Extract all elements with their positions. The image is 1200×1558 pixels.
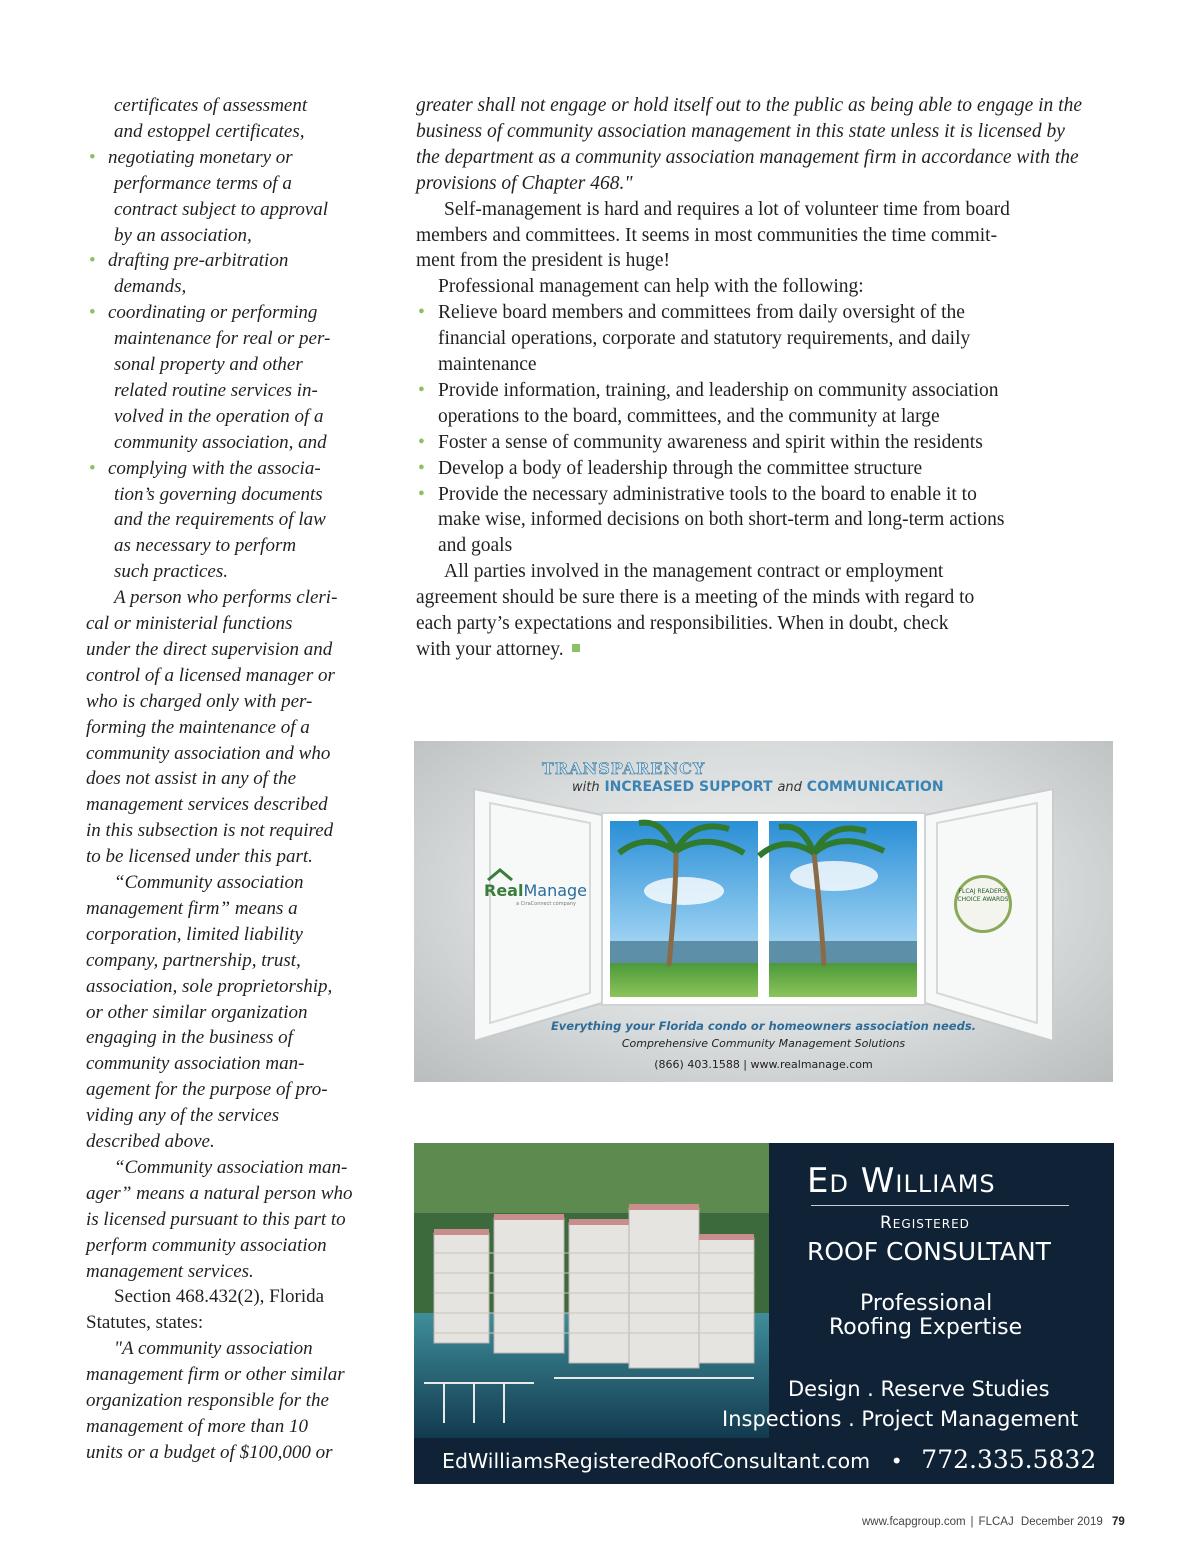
- ad-company-line: Comprehensive Community Management Solutions: [621, 1037, 906, 1050]
- line-text: corporation, limited liability: [86, 923, 303, 945]
- footer-website[interactable]: www.fcapgroup.com: [862, 1516, 966, 1528]
- website-link[interactable]: EdWilliamsRegisteredRoofConsultant.com: [442, 1449, 871, 1473]
- right-text-line: [416, 145, 1079, 171]
- left-text-line: [86, 689, 312, 715]
- end-of-article-icon: [572, 644, 580, 652]
- ad-contact-line[interactable]: (866) 403.1588 | www.realmanage.com: [654, 1058, 873, 1071]
- left-text-line: [86, 1259, 254, 1285]
- line-text: management services.: [86, 1260, 254, 1282]
- left-text-line: [86, 119, 304, 145]
- left-text-line: [86, 274, 186, 300]
- left-text-line: [86, 844, 313, 870]
- realmanage-advertisement[interactable]: [414, 741, 1113, 1082]
- left-text-line: [86, 482, 323, 508]
- left-text-line: [86, 1181, 353, 1207]
- consultant-name: Ed Williams: [807, 1161, 996, 1201]
- line-text: make wise, informed decisions on both short-term and long-term actions: [438, 509, 1005, 531]
- line-text: ment from the president is huge!: [416, 250, 670, 272]
- footer-date: December 2019: [1020, 1516, 1103, 1528]
- left-text-line: [86, 378, 318, 404]
- line-text: each party’s expectations and responsibilities. When in doubt, check: [416, 613, 949, 634]
- line-text: provisions of Chapter 468.": [416, 172, 633, 194]
- left-text-line: [86, 430, 327, 456]
- left-text-line: [86, 663, 335, 689]
- left-text-line: [86, 145, 293, 171]
- left-text-line: [86, 197, 328, 223]
- line-text: agreement should be sure there is a meeting of the minds with regard to: [416, 587, 975, 609]
- line-text: and the requirements of law: [114, 509, 326, 531]
- line-text: drafting pre-arbitration: [108, 250, 289, 272]
- logo-subtitle: a CiraConnect company: [516, 901, 576, 907]
- line-text: forming the maintenance of a: [86, 716, 310, 738]
- bullet-icon: •: [89, 302, 96, 324]
- name-divider: [811, 1205, 1069, 1206]
- line-text: complying with the associa-: [108, 457, 321, 479]
- line-text: as necessary to perform: [114, 535, 297, 557]
- left-text-line: [86, 1284, 324, 1310]
- right-text-line: [416, 352, 537, 378]
- line-text: company, partnership, trust,: [86, 949, 301, 971]
- right-text-line: [416, 274, 864, 300]
- line-text: association, sole proprietorship,: [86, 975, 333, 997]
- right-text-line: [416, 482, 977, 508]
- left-text-line: [86, 404, 323, 430]
- roof-consultant-label: ROOF CONSULTANT: [807, 1237, 1051, 1266]
- right-text-line: [416, 326, 970, 352]
- left-text-line: [86, 818, 333, 844]
- line-text: “Community association man-: [114, 1156, 348, 1178]
- readers-choice-award-badge: FLCAJ READERS' CHOICE AWARDS: [954, 875, 1012, 933]
- line-text: Provide the necessary administrative tools to the board to enable it to: [438, 483, 977, 505]
- right-text-line: [416, 119, 1065, 145]
- left-text-line: [86, 741, 330, 767]
- line-text: or other similar organization: [86, 1001, 308, 1023]
- line-text: management firm or other similar: [86, 1364, 345, 1386]
- left-text-line: [86, 1414, 308, 1440]
- left-text-line: [86, 352, 303, 378]
- left-text-line: [86, 1077, 328, 1103]
- right-text-line: [416, 223, 997, 249]
- line-text: related routine services in-: [114, 379, 318, 401]
- footer-separator: |: [970, 1516, 974, 1528]
- line-text: to be licensed under this part.: [86, 846, 313, 868]
- line-text: coordinating or performing: [108, 302, 318, 324]
- ed-williams-advertisement[interactable]: [414, 1143, 1114, 1484]
- line-text: viding any of the services: [86, 1105, 280, 1127]
- right-text-line: [416, 248, 670, 274]
- left-text-line: [86, 715, 310, 741]
- line-text: Professional management can help with the following:: [438, 276, 864, 298]
- left-text-line: [86, 559, 228, 585]
- left-text-line: [86, 300, 317, 326]
- line-text: Provide information, training, and leadership on community association: [438, 379, 999, 401]
- services-line-1: Design . Reserve Studies: [788, 1377, 1050, 1401]
- line-text: A person who performs cleri-: [114, 587, 338, 609]
- line-text: engaging in the business of: [86, 1027, 293, 1049]
- right-text-line: [416, 507, 1004, 533]
- left-text-line: [86, 766, 296, 792]
- left-text-line: [86, 171, 292, 197]
- left-text-line: [86, 1310, 203, 1336]
- roofing-expertise-label: Roofing Expertise: [829, 1315, 1023, 1340]
- line-text: who is charged only with per-: [86, 690, 313, 712]
- left-text-line: [86, 1440, 332, 1466]
- line-text: Self-management is hard and requires a lot of volunteer time from board: [444, 198, 1010, 220]
- right-text-line: [416, 456, 922, 482]
- line-text: community association man-: [86, 1053, 305, 1075]
- left-text-line: [86, 585, 337, 611]
- right-text-line: [416, 197, 1010, 223]
- line-text: Relieve board members and committees from daily oversight of the: [438, 302, 965, 324]
- line-text: control of a licensed manager or: [86, 664, 335, 686]
- left-text-line: [86, 248, 288, 274]
- right-text-line: [416, 404, 940, 430]
- line-text: and goals: [438, 535, 513, 557]
- bullet-icon: •: [418, 457, 425, 479]
- line-text: cal or ministerial functions: [86, 613, 293, 634]
- line-text: Statutes, states:: [86, 1312, 204, 1334]
- left-text-line: [86, 1336, 313, 1362]
- line-text: Section 468.432(2), Florida: [114, 1286, 325, 1308]
- bullet-icon: •: [418, 379, 425, 401]
- registered-label: Registered: [880, 1213, 970, 1233]
- left-text-line: [86, 948, 301, 974]
- line-text: units or a budget of $100,000 or: [86, 1441, 333, 1463]
- line-text: management of more than 10: [86, 1415, 308, 1437]
- left-text-line: [86, 1233, 327, 1259]
- right-text-line: [416, 533, 512, 559]
- footer-journal: FLCAJ: [978, 1516, 1014, 1528]
- page-number: 79: [1111, 1516, 1125, 1528]
- left-text-line: [86, 896, 298, 922]
- line-text: greater shall not engage or hold itself out to the public as being able to engage in the: [416, 95, 1082, 116]
- line-text: performance terms of a: [114, 172, 292, 194]
- line-text: management firm” means a: [86, 897, 298, 919]
- page-footer: [862, 1516, 1125, 1528]
- line-text: maintenance: [438, 354, 537, 375]
- left-text-line: [86, 1000, 308, 1026]
- bullet-icon: •: [418, 431, 425, 453]
- left-text-line: [86, 1051, 304, 1077]
- left-text-line: [86, 1207, 346, 1233]
- line-text: community association and who: [86, 742, 331, 764]
- right-text-line: [416, 585, 974, 611]
- left-text-line: [86, 611, 292, 637]
- left-text-line: [86, 1025, 293, 1051]
- bullet-icon: •: [89, 146, 96, 168]
- left-text-line: [86, 870, 303, 896]
- line-text: management services described: [86, 794, 328, 816]
- line-text: All parties involved in the management contract or employment: [444, 561, 944, 583]
- right-text-line: [416, 300, 965, 326]
- left-text-line: [86, 1155, 347, 1181]
- line-text: sonal property and other: [114, 354, 303, 375]
- left-text-line: [86, 1103, 279, 1129]
- line-text: volved in the operation of a: [114, 405, 324, 427]
- right-text-line: [416, 93, 1082, 119]
- line-text: contract subject to approval: [114, 198, 329, 220]
- line-text: tion’s governing documents: [114, 483, 323, 505]
- line-text: agement for the purpose of pro-: [86, 1079, 328, 1101]
- line-text: Develop a body of leadership through the committee structure: [438, 457, 923, 479]
- line-text: in this subsection is not required: [86, 820, 334, 842]
- left-text-line: [86, 1388, 329, 1414]
- left-text-line: [86, 456, 321, 482]
- right-text-line: [416, 637, 580, 663]
- right-text-line: [416, 430, 983, 456]
- line-text: business of community association management in this state unless it is licensed by: [416, 120, 1065, 142]
- line-text: community association, and: [114, 431, 327, 453]
- bullet-icon: •: [418, 483, 425, 505]
- separator-dot: •: [890, 1449, 903, 1473]
- line-text: the department as a community association management firm in accordance with the: [416, 146, 1079, 168]
- support-subheadline: with INCREASED SUPPORT and COMMUNICATION: [572, 779, 944, 795]
- line-text: described above.: [86, 1131, 215, 1152]
- bullet-icon: •: [89, 457, 96, 479]
- ad-tagline: Everything your Florida condo or homeowners association needs.: [550, 1019, 977, 1033]
- line-text: "A community association: [114, 1338, 313, 1360]
- left-text-line: [86, 533, 296, 559]
- line-text: Foster a sense of community awareness and spirit within the residents: [438, 431, 983, 453]
- transparency-headline: TRANSPARENCY: [542, 759, 706, 778]
- left-text-line: [86, 1362, 345, 1388]
- right-text-line: [416, 559, 943, 585]
- line-text: and estoppel certificates,: [114, 120, 305, 142]
- line-text: organization responsible for the: [86, 1390, 329, 1411]
- line-text: does not assist in any of the: [86, 768, 297, 790]
- line-text: maintenance for real or per-: [114, 328, 331, 350]
- contact-bar: [442, 1445, 1096, 1474]
- line-text: members and committees. It seems in most communities the time commit-: [416, 224, 998, 246]
- right-text-line: [416, 378, 999, 404]
- phone-number[interactable]: 772.335.5832: [921, 1445, 1097, 1474]
- line-text: by an association,: [114, 224, 252, 246]
- left-text-line: [86, 1129, 215, 1155]
- professional-label: Professional: [860, 1291, 993, 1316]
- left-text-line: [86, 93, 307, 119]
- left-text-line: [86, 223, 252, 249]
- left-text-line: [86, 974, 332, 1000]
- left-text-line: [86, 922, 303, 948]
- line-text: negotiating monetary or: [108, 146, 293, 168]
- bullet-icon: •: [418, 302, 425, 324]
- line-text: certificates of assessment: [114, 95, 308, 116]
- line-text: “Community association: [114, 872, 304, 893]
- line-text: such practices.: [114, 561, 228, 583]
- line-text: under the direct supervision and: [86, 638, 333, 660]
- left-text-line: [86, 792, 328, 818]
- realmanage-logo: RealManage: [484, 881, 588, 900]
- right-text-line: [416, 171, 633, 197]
- line-text: ager” means a natural person who: [86, 1182, 353, 1204]
- line-text: operations to the board, committees, and the community at large: [438, 405, 940, 427]
- line-text: financial operations, corporate and statutory requirements, and daily: [438, 328, 971, 350]
- line-text: demands,: [114, 276, 187, 298]
- line-text: is licensed pursuant to this part to: [86, 1208, 346, 1230]
- bullet-icon: •: [89, 250, 96, 272]
- condo-aerial-illustration: [414, 1143, 769, 1438]
- services-line-2: Inspections . Project Management: [722, 1407, 1079, 1431]
- left-text-line: [86, 507, 326, 533]
- left-text-line: [86, 326, 330, 352]
- line-text: perform community association: [86, 1234, 327, 1256]
- right-text-line: [416, 611, 949, 637]
- line-text: with your attorney.: [416, 638, 564, 660]
- left-text-line: [86, 637, 332, 663]
